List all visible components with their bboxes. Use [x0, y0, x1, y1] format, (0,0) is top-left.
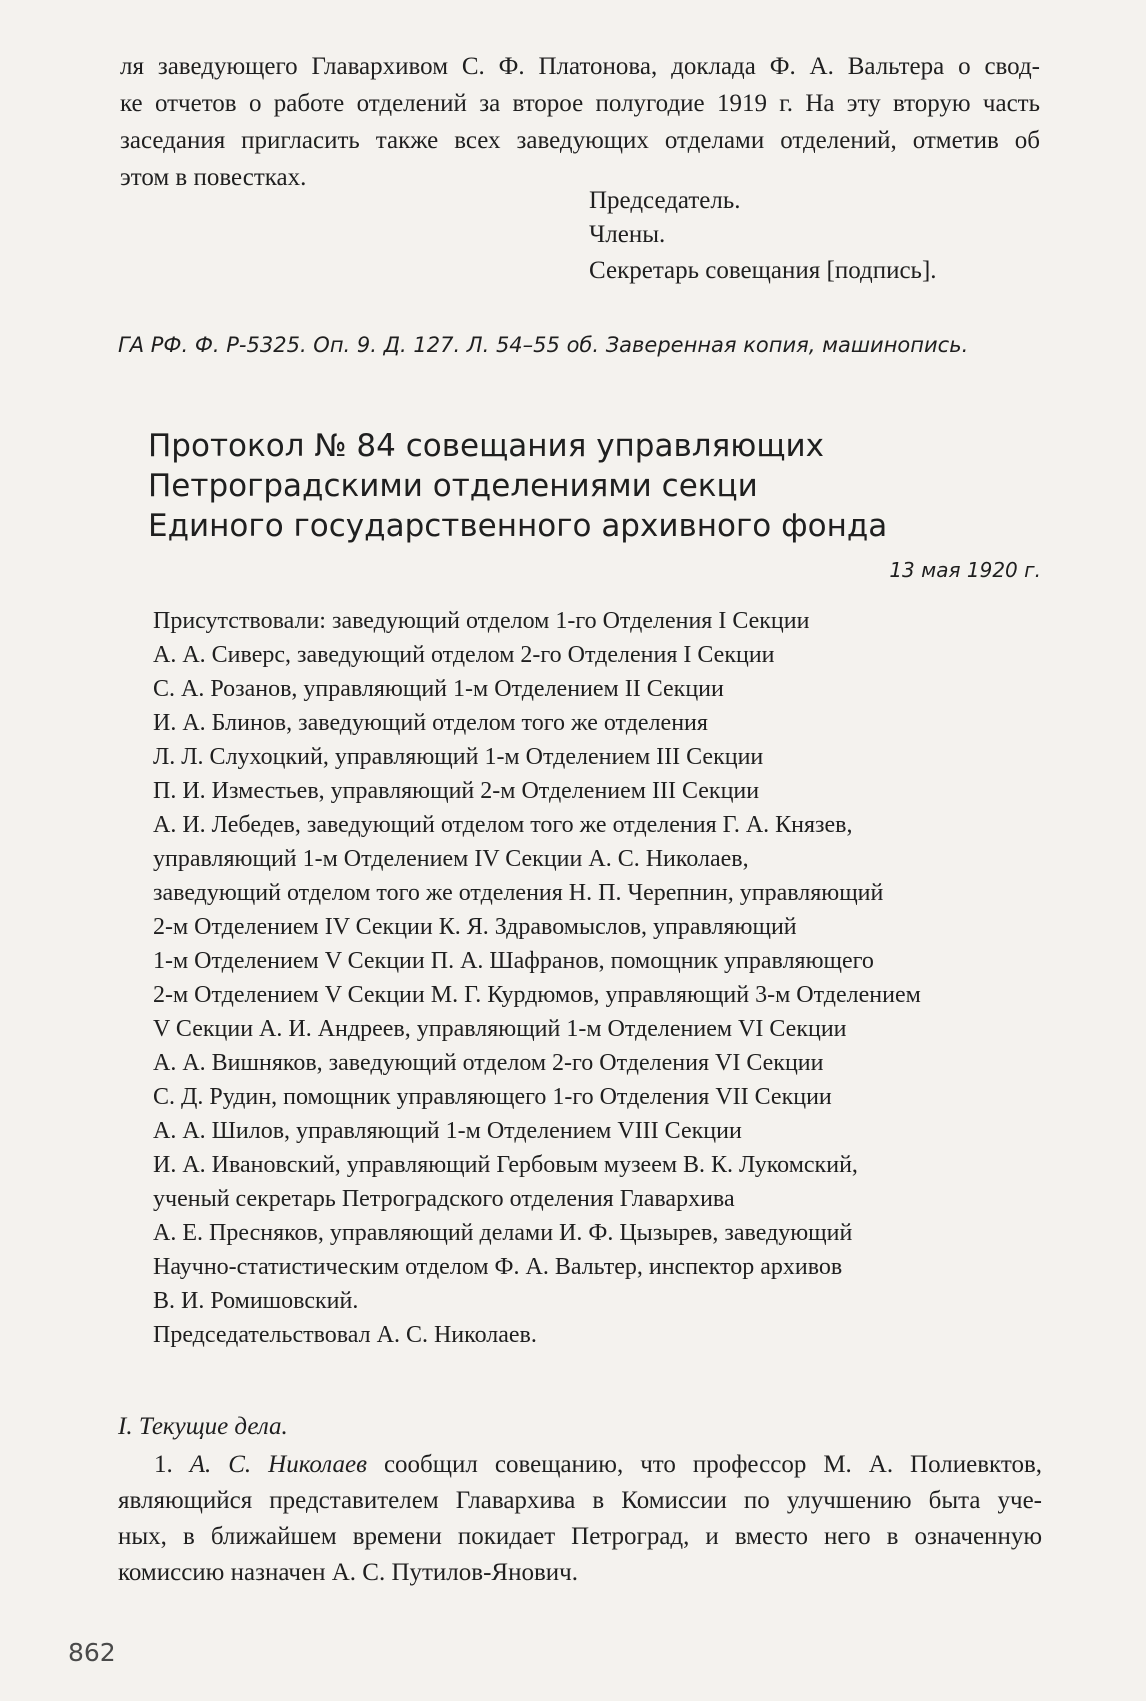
attendee-line: С. Д. Рудин, помощник управляющего 1-го Отделения VII Секции — [153, 1084, 832, 1110]
chairman-signature: Председатель. — [589, 187, 741, 214]
attendee-line: А. Е. Пресняков, управляющий делами И. Ф. Цызырев, заведующий — [153, 1220, 853, 1246]
attendee-line: И. А. Ивановский, управляющий Гербовым музеем В. К. Лукомский, — [153, 1152, 858, 1178]
agenda-item — [118, 1447, 1042, 1591]
intro-line: заседания пригласить также всех заведующих отделами отделений, отметив об — [120, 127, 1040, 154]
attendees-list — [153, 604, 1033, 1352]
title-line: Протокол № 84 совещания управляющих — [148, 428, 825, 464]
attendee-line: В. И. Ромишовский. — [153, 1288, 359, 1314]
attendee-line: ученый секретарь Петроградского отделения Главархива — [153, 1186, 735, 1212]
attendee-line: 1-м Отделением V Секции П. А. Шафранов, помощник управляющего — [153, 948, 874, 974]
attendee-line: И. А. Блинов, заведующий отделом того же отделения — [153, 710, 708, 736]
attendee-line: V Секции А. И. Андреев, управляющий 1-м Отделением VI Секции — [153, 1016, 847, 1042]
attendee-line: П. И. Изместьев, управляющий 2-м Отделением III Секции — [153, 778, 760, 804]
document-date: 13 мая 1920 г. — [889, 558, 1041, 582]
attendee-line: Научно-статистическим отделом Ф. А. Вальтер, инспектор архивов — [153, 1254, 843, 1280]
page-number: 862 — [68, 1638, 116, 1667]
secretary-signature: Секретарь совещания [подпись]. — [589, 257, 937, 284]
agenda-item-line: являющийся представителем Главархива в Комиссии по улучшению быта уче- — [118, 1487, 1042, 1514]
attendee-line: Присутствовали: заведующий отделом 1-го Отделения I Секции — [153, 608, 810, 634]
agenda-item-first-line — [118, 1447, 1042, 1483]
attendee-line: управляющий 1-м Отделением IV Секции А. С. Николаев, — [153, 846, 749, 872]
intro-line: ке отчетов о работе отделений за второе полугодие 1919 г. На эту вторую часть — [120, 90, 1040, 117]
item-speaker: А. С. Николаев — [189, 1451, 367, 1478]
intro-paragraph — [120, 48, 1040, 196]
agenda-item-line: ных, в ближайшем времени покидает Петроград, и вместо него в означенную — [118, 1523, 1042, 1550]
chaired-by-line: Председательствовал А. С. Николаев. — [153, 1322, 537, 1348]
attendee-line: А. А. Шилов, управляющий 1-м Отделением VIII Секции — [153, 1118, 742, 1144]
agenda-item-line: комиссию назначен А. С. Путилов-Янович. — [118, 1559, 578, 1586]
title-line: Единого государственного архивного фонда — [148, 508, 888, 544]
attendee-line: С. А. Розанов, управляющий 1-м Отделением II Секции — [153, 676, 724, 702]
section-heading: I. Текущие дела. — [118, 1413, 288, 1440]
attendee-line: А. А. Вишняков, заведующий отделом 2-го Отделения VI Секции — [153, 1050, 824, 1076]
intro-line: ля заведующего Главархивом С. Ф. Платонова, доклада Ф. А. Вальтера о свод- — [120, 53, 1040, 80]
item-text: сообщил совещанию, что профессор М. А. Полиевктов, — [383, 1451, 1043, 1478]
attendee-line: заведующий отделом того же отделения Н. П. Черепнин, управляющий — [153, 880, 884, 906]
item-number: 1. — [154, 1451, 173, 1478]
intro-line: этом в повестках. — [120, 164, 307, 191]
archive-reference: ГА РФ. Ф. Р-5325. Оп. 9. Д. 127. Л. 54–55 об. Заверенная копия, машинопись. — [118, 333, 969, 357]
title-line: Петроградскими отделениями секци — [148, 468, 758, 504]
attendee-line: А. А. Сиверс, заведующий отделом 2-го Отделения I Секции — [153, 642, 775, 668]
attendee-line: Л. Л. Слухоцкий, управляющий 1-м Отделением III Секции — [153, 744, 764, 770]
attendee-line: 2-м Отделением IV Секции К. Я. Здравомыслов, управляющий — [153, 914, 797, 940]
document-title — [148, 426, 1028, 546]
attendee-line: А. И. Лебедев, заведующий отделом того же отделения Г. А. Князев, — [153, 812, 853, 838]
attendee-line: 2-м Отделением V Секции М. Г. Курдюмов, управляющий 3-м Отделением — [153, 982, 921, 1008]
members-signature: Члены. — [589, 221, 666, 248]
